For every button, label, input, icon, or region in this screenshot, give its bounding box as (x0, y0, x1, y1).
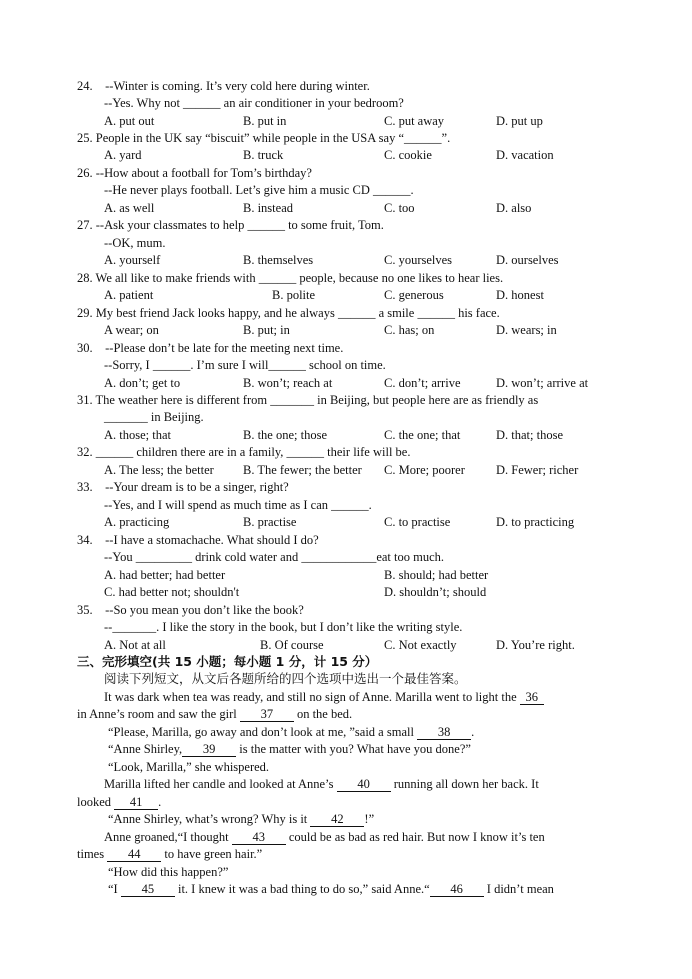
option: A. Not at all (104, 638, 166, 652)
option: B. polite (272, 288, 316, 302)
option: C. don’t; arrive (384, 376, 461, 390)
question-34: 34. --I have a stomachache. What should I do? (77, 533, 319, 547)
passage-line-8: “Anne Shirley, what’s wrong? Why is it 42 !” (108, 812, 375, 826)
blank-46: 46 (430, 882, 484, 897)
question-31: 31. The weather here is different from _______ in Beijing, but people here are as friendly as (77, 393, 539, 407)
question-30: 30. --Please don’t be late for the meeting next time. (77, 341, 344, 355)
option: C. has; on (384, 323, 435, 337)
option: A. practicing (104, 515, 170, 529)
question-24-line: --Yes. Why not ______ an air conditioner in your bedroom? (104, 96, 404, 110)
option: A. those; that (104, 428, 172, 442)
option: A. put out (104, 114, 155, 128)
question-32: 32. ______ children there are in a family, ______ their life will be. (77, 445, 411, 459)
section-instruction: 阅读下列短文，从文后各题所给的四个选项中选出一个最佳答案。 (104, 671, 467, 686)
option: B. instead (243, 201, 293, 215)
option: B. themselves (243, 253, 314, 267)
question-32-options (104, 461, 624, 479)
passage-line-6: Marilla lifted her candle and looked at Anne’s 40 running all down her back. It (104, 777, 539, 791)
blank-37: 37 (240, 707, 294, 722)
option: B. put; in (243, 323, 290, 337)
option: B. the one; those (243, 428, 328, 442)
blank-38: 38 (417, 725, 471, 740)
question-35-line: --_______. I like the story in the book, but I don’t like the writing style. (104, 620, 463, 634)
question-33: 33. --Your dream is to be a singer, right? (77, 480, 289, 494)
option: A. as well (104, 201, 155, 215)
option: D. shouldn’t; should (384, 585, 487, 599)
blank-36: 36 (520, 690, 544, 705)
option: C. had better not; shouldn't (104, 585, 240, 599)
option: A. had better; had better (104, 568, 226, 582)
option: A. The less; the better (104, 463, 214, 477)
passage-line-4: “Anne Shirley, 39 is the matter with you? What have you done?” (108, 742, 471, 756)
option: D. wears; in (496, 323, 557, 337)
passage-line-9: Anne groaned,“I thought 43 could be as bad as red hair. But now I know it’s ten (104, 830, 545, 844)
blank-43: 43 (232, 830, 286, 845)
option: B. Of course (260, 638, 324, 652)
question-31-line: _______ in Beijing. (104, 410, 204, 424)
question-29-options (104, 321, 624, 339)
option: D. to practicing (496, 515, 575, 529)
question-35-options (104, 636, 624, 654)
option: C. Not exactly (384, 638, 457, 652)
question-28-options (104, 286, 624, 304)
option: B. truck (243, 148, 284, 162)
option: B. should; had better (384, 568, 489, 582)
option: B. put in (243, 114, 287, 128)
question-26-options (104, 199, 624, 217)
option: D. honest (496, 288, 544, 302)
question-34-options-2 (104, 583, 624, 601)
passage-line-2: in Anne’s room and saw the girl 37 on the bed. (77, 707, 353, 721)
passage-line-3: “Please, Marilla, go away and don’t look at me, ”said a small 38 . (108, 725, 475, 739)
question-25: 25. People in the UK say “biscuit” while people in the USA say “______”. (77, 131, 451, 145)
option: D. Fewer; richer (496, 463, 579, 477)
question-27-options (104, 251, 624, 269)
blank-44: 44 (107, 847, 161, 862)
question-31-options (104, 426, 624, 444)
question-35: 35. --So you mean you don’t like the book? (77, 603, 304, 617)
passage-line-5: “Look, Marilla,” she whispered. (108, 760, 270, 774)
question-24-options (104, 112, 624, 130)
question-34-options (104, 566, 624, 584)
option: D. ourselves (496, 253, 559, 267)
option: D. also (496, 201, 532, 215)
option: C. cookie (384, 148, 432, 162)
question-28: 28. We all like to make friends with ______ people, because no one likes to hear lies. (77, 271, 504, 285)
option: D. You’re right. (496, 638, 575, 652)
question-33-options (104, 513, 624, 531)
option: C. too (384, 201, 415, 215)
question-25-options (104, 146, 624, 164)
question-30-line: --Sorry, I ______. I’m sure I will______ school on time. (104, 358, 386, 372)
passage-line-11: “How did this happen?” (108, 865, 229, 879)
option: C. to practise (384, 515, 451, 529)
option: D. that; those (496, 428, 564, 442)
option: A. don’t; get to (104, 376, 181, 390)
option: A. yourself (104, 253, 161, 267)
question-33-line: --Yes, and I will spend as much time as I can ______. (104, 498, 372, 512)
option: D. put up (496, 114, 543, 128)
passage-line-12: “I 45 it. I knew it was a bad thing to do so,” said Anne.“ 46 I didn’t mean (108, 882, 554, 896)
question-26: 26. --How about a football for Tom’s birthday? (77, 166, 312, 180)
blank-41: 41 (114, 795, 158, 810)
option: C. More; poorer (384, 463, 465, 477)
option: C. put away (384, 114, 445, 128)
passage-line-1: It was dark when tea was ready, and still no sign of Anne. Marilla went to light the 36 (104, 688, 616, 706)
question-27-line: --OK, mum. (104, 236, 166, 250)
option: B. The fewer; the better (243, 463, 362, 477)
blank-40: 40 (337, 777, 391, 792)
blank-45: 45 (121, 882, 175, 897)
section-title: 三、完形填空(共 15 小题；每小题 1 分，计 15 分） (77, 654, 378, 669)
question-24: 24. --Winter is coming. It’s very cold here during winter. (77, 79, 370, 93)
option: D. won’t; arrive at (496, 376, 589, 390)
option: B. practise (243, 515, 297, 529)
option: C. yourselves (384, 253, 453, 267)
passage-line-10: times 44 to have green hair.” (77, 847, 263, 861)
option: A. patient (104, 288, 154, 302)
question-26-line: --He never plays football. Let’s give him a music CD ______. (104, 183, 414, 197)
passage-line-7: looked 41 . (77, 795, 162, 809)
option: A wear; on (104, 323, 159, 337)
blank-39: 39 (182, 742, 236, 757)
option: B. won’t; reach at (243, 376, 333, 390)
question-30-options (104, 374, 624, 392)
option: C. the one; that (384, 428, 461, 442)
question-27: 27. --Ask your classmates to help ______ to some fruit, Tom. (77, 218, 384, 232)
question-29: 29. My best friend Jack looks happy, and he always ______ a smile ______ his face. (77, 306, 500, 320)
option: A. yard (104, 148, 142, 162)
option: D. vacation (496, 148, 554, 162)
option: C. generous (384, 288, 444, 302)
blank-42: 42 (310, 812, 364, 827)
question-34-line: --You _________ drink cold water and ____________eat too much. (104, 550, 445, 564)
